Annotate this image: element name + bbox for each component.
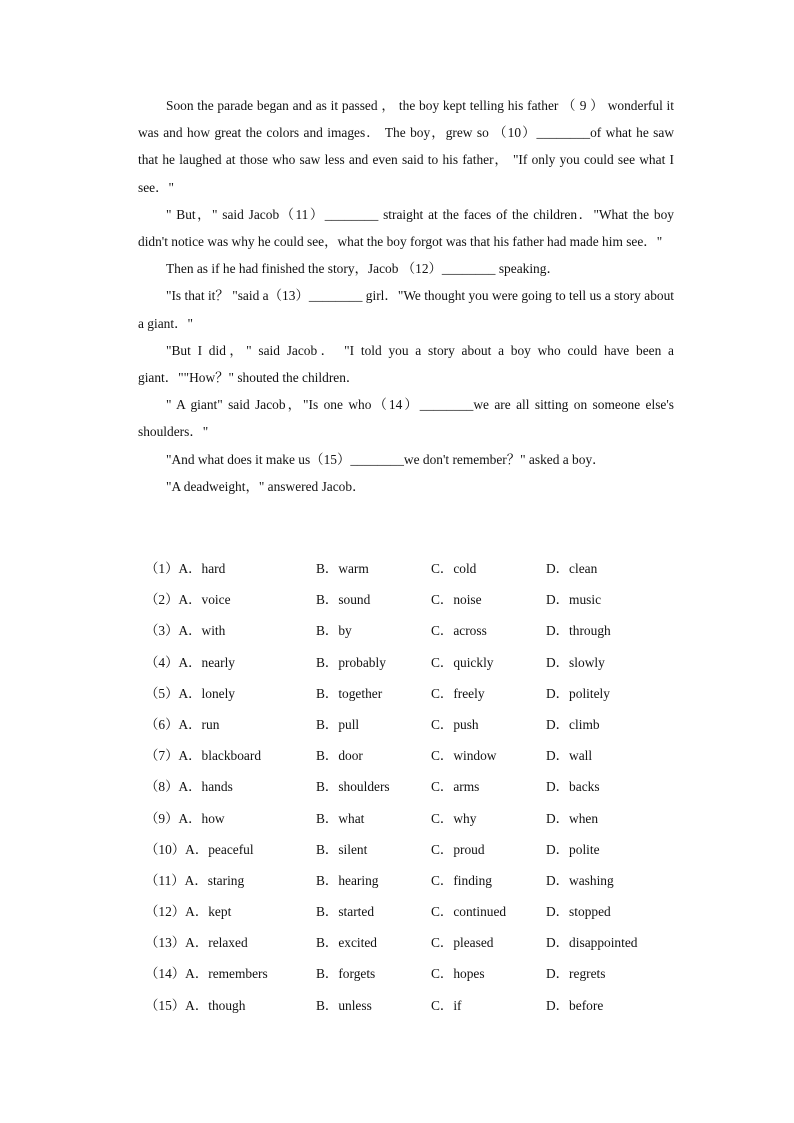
option-b: B．by <box>316 623 352 639</box>
option-b: B．pull <box>316 716 360 732</box>
option-d: D．when <box>546 810 599 826</box>
option-d: D．through <box>546 623 611 639</box>
option-a: （6）A．run <box>145 716 220 732</box>
option-b: B．silent <box>316 841 368 857</box>
option-b: B．what <box>316 810 365 826</box>
option-d: D．politely <box>546 685 610 701</box>
passage-paragraph: "Is that it？ "said a（13）________ girl．"We thought you were going to tell us a story about a giant．" <box>138 288 674 331</box>
option-c: C．window <box>431 748 497 764</box>
option-b: B．hearing <box>316 872 379 888</box>
option-b: B．sound <box>316 592 371 608</box>
question-option-row <box>145 712 685 743</box>
option-b: B．shoulders <box>316 779 390 795</box>
option-d: D．polite <box>546 841 600 857</box>
option-c: C．arms <box>431 779 480 795</box>
option-d: D．wall <box>546 748 593 764</box>
option-d: D．climb <box>546 716 600 732</box>
option-b: B．warm <box>316 561 369 576</box>
option-c: C．hopes <box>431 966 485 982</box>
question-option-row <box>145 993 685 1024</box>
option-a: （15）A．though <box>145 997 246 1013</box>
question-option-row <box>145 806 685 837</box>
option-a: （10）A．peaceful <box>145 841 254 857</box>
question-option-row <box>145 618 685 649</box>
question-option-row <box>145 837 685 868</box>
option-a: （5）A．lonely <box>145 685 236 701</box>
option-c: C．across <box>431 623 487 639</box>
question-option-row <box>145 930 685 961</box>
option-d: D．music <box>546 592 602 608</box>
question-option-row <box>145 650 685 681</box>
option-c: C．cold <box>431 561 477 576</box>
passage-paragraph: " A giant" said Jacob，"Is one who（14）________we are all sitting on someone else's shoulders．" <box>138 397 674 440</box>
question-option-row <box>145 681 685 712</box>
option-a: （2）A．voice <box>145 592 231 608</box>
option-d: D．slowly <box>546 654 605 670</box>
question-option-row <box>145 556 685 587</box>
option-c: C．pleased <box>431 935 494 951</box>
option-c: C．freely <box>431 685 485 701</box>
option-c: C．proud <box>431 841 485 857</box>
option-b: B．probably <box>316 654 386 670</box>
option-d: D．before <box>546 997 604 1013</box>
reading-passage <box>138 92 674 500</box>
option-d: D．backs <box>546 779 600 795</box>
passage-paragraph: " But，" said Jacob（11）________ straight at the faces of the children．"What the boy didn't notice was why he could see，what the boy forgot was that his father had made him see．" <box>138 206 674 250</box>
option-b: B．excited <box>316 935 377 951</box>
option-b: B．unless <box>316 997 372 1013</box>
passage-paragraph: "But I did，" said Jacob． "I told you a story about a boy who could have been a giant．""How？" shouted the children． <box>138 342 674 386</box>
answer-options-list <box>145 556 685 1024</box>
option-b: B．started <box>316 904 375 920</box>
passage-paragraph: "A deadweight，" answered Jacob． <box>166 478 366 494</box>
option-c: C．continued <box>431 904 507 920</box>
option-d: D．stopped <box>546 904 611 920</box>
option-c: C．push <box>431 716 479 732</box>
option-a: （11）A．staring <box>145 872 245 888</box>
question-option-row <box>145 743 685 774</box>
question-option-row <box>145 774 685 805</box>
option-b: B．door <box>316 748 363 764</box>
option-a: （9）A．how <box>145 810 225 826</box>
option-c: C．if <box>431 997 462 1013</box>
option-d: D．regrets <box>546 966 606 982</box>
option-a: （4）A．nearly <box>145 654 235 670</box>
passage-paragraph: Soon the parade began and as it passed ， the boy kept telling his father （ 9 ） wonderful it was and how great the colors and images． The boy，grew so （10）________of what he saw that he laughed at those who saw less and even said to his father， "If only you could see what I see．" <box>138 98 674 195</box>
question-option-row <box>145 587 685 618</box>
option-d: D．washing <box>546 872 614 888</box>
option-c: C．finding <box>431 872 493 888</box>
option-b: B．together <box>316 685 383 701</box>
passage-paragraph: Then as if he had finished the story，Jacob （12）________ speaking． <box>166 261 560 277</box>
option-a: （3）A．with <box>145 623 226 639</box>
question-option-row <box>145 961 685 992</box>
option-a: （13）A．relaxed <box>145 935 248 951</box>
option-b: B．forgets <box>316 966 376 982</box>
option-a: （7）A．blackboard <box>145 748 262 764</box>
option-a: （1）A．hard <box>145 561 226 576</box>
option-d: D．clean <box>546 561 598 576</box>
question-option-row <box>145 899 685 930</box>
option-a: （12）A．kept <box>145 904 232 920</box>
option-c: C．noise <box>431 592 482 608</box>
option-a: （8）A．hands <box>145 779 233 795</box>
option-c: C．quickly <box>431 654 494 670</box>
option-a: （14）A．remembers <box>145 966 268 982</box>
passage-paragraph: "And what does it make us（15）________we don't remember？" asked a boy． <box>166 451 606 467</box>
option-c: C．why <box>431 810 477 826</box>
question-option-row <box>145 868 685 899</box>
option-d: D．disappointed <box>546 935 638 951</box>
